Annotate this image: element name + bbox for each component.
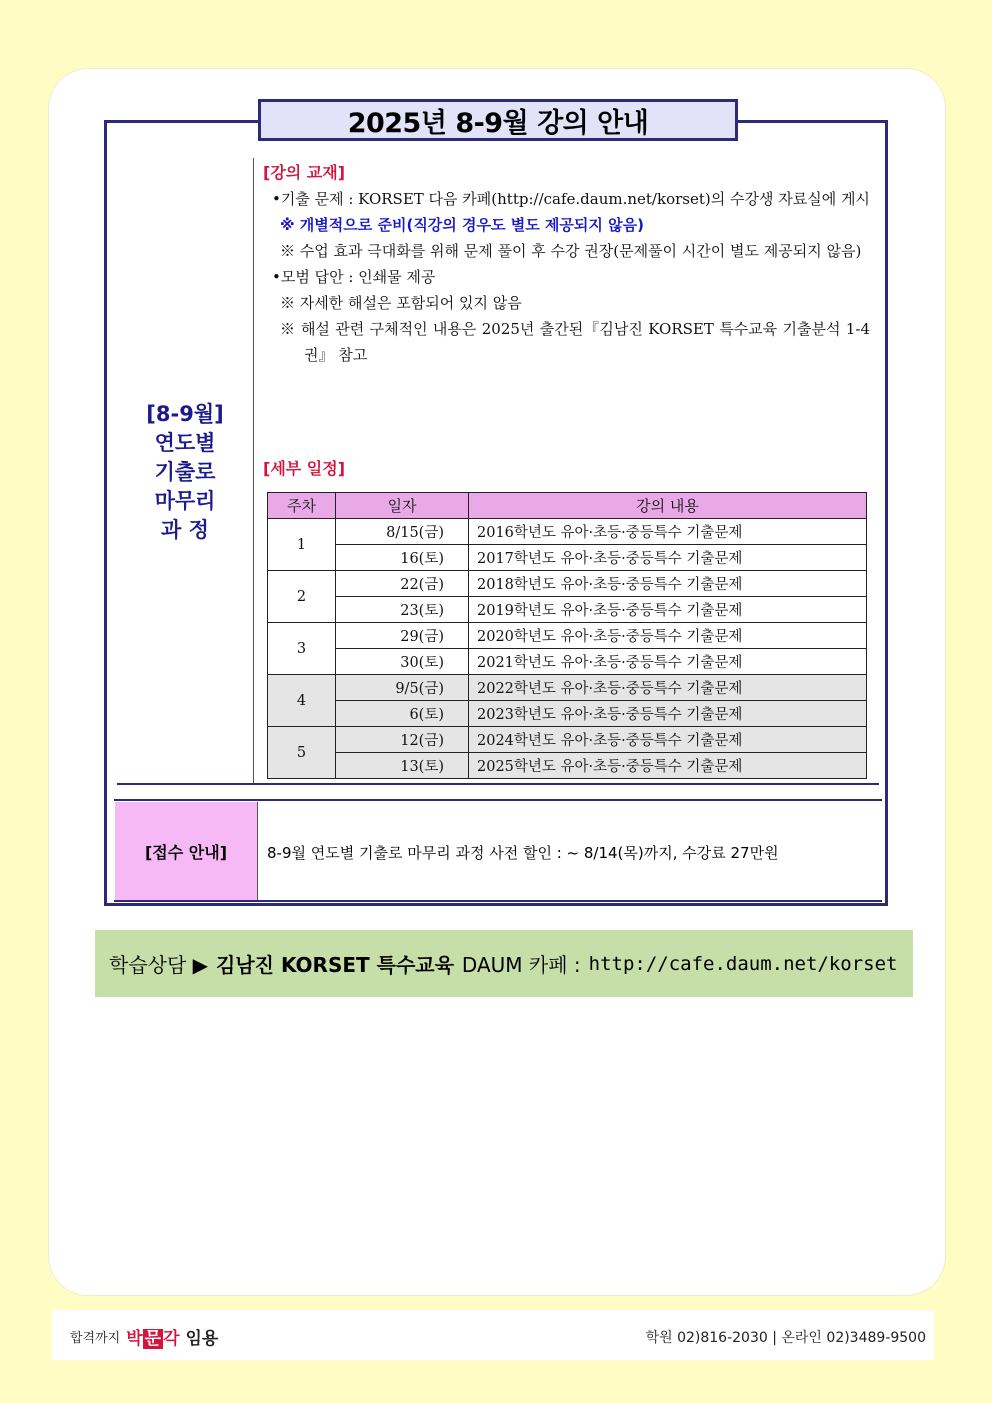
- table-row: [268, 545, 867, 571]
- textbook-note-highlight: ※ 개별적으로 준비(직강의 경우도 별도 제공되지 않음): [280, 216, 644, 234]
- content-cell: 2025학년도 유아·초등·중등특수 기출문제: [469, 753, 867, 779]
- column-header-date: 일자: [336, 493, 469, 519]
- table-row: [268, 701, 867, 727]
- column-divider: [253, 158, 254, 784]
- course-label: [118, 400, 252, 545]
- date-cell: 30(토): [336, 649, 469, 675]
- textbook-note: ※ 해설 관련 구체적인 내용은 2025년 출간된『김남진 KORSET 특수교육 기출분석 1-4권』 참고: [280, 320, 870, 364]
- week-cell: 5: [268, 727, 336, 779]
- logo-tagline: 합격까지: [70, 1331, 121, 1346]
- content-cell: 2022학년도 유아·초등·중등특수 기출문제: [469, 675, 867, 701]
- divider: [114, 799, 882, 801]
- textbook-note: ※ 자세한 해설은 포함되어 있지 않음: [280, 294, 522, 312]
- logo-brand-part: 임용: [185, 1329, 219, 1349]
- course-label-line: [8-9월]: [146, 402, 224, 426]
- table-header-row: [268, 493, 867, 519]
- textbook-line: •모범 답안 : 인쇄물 제공: [272, 268, 436, 286]
- divider: [117, 783, 879, 785]
- cafe-link[interactable]: http://cafe.daum.net/korset: [588, 952, 898, 975]
- course-label-line: 마무리: [154, 489, 216, 513]
- column-header-content: 강의 내용: [469, 493, 867, 519]
- footer: [52, 1310, 934, 1360]
- date-cell: 13(토): [336, 753, 469, 779]
- content-cell: 2018학년도 유아·초등·중등특수 기출문제: [469, 571, 867, 597]
- page-title: 2025년 8-9월 강의 안내: [258, 99, 738, 141]
- consult-middle: DAUM 카페 :: [461, 953, 581, 977]
- content-cell: 2023학년도 유아·초등·중등특수 기출문제: [469, 701, 867, 727]
- date-cell: 12(금): [336, 727, 469, 753]
- divider: [114, 900, 882, 902]
- content-cell: 2020학년도 유아·초등·중등특수 기출문제: [469, 623, 867, 649]
- content-cell: 2021학년도 유아·초등·중등특수 기출문제: [469, 649, 867, 675]
- schedule-heading: [세부 일정]: [263, 459, 346, 478]
- course-label-line: 과 정: [161, 518, 209, 542]
- textbook-content: [268, 186, 870, 368]
- logo-brand: [126, 1324, 218, 1349]
- table-row: [268, 519, 867, 545]
- date-cell: 16(토): [336, 545, 469, 571]
- logo-brand-part: 박: [126, 1329, 143, 1349]
- textbook-note: ※ 수업 효과 극대화를 위해 문제 풀이 후 수강 권장(문제풀이 시간이 별도 제공되지 않음): [280, 242, 862, 260]
- week-cell: 3: [268, 623, 336, 675]
- logo-brand-part: 각: [163, 1329, 180, 1349]
- column-header-week: 주차: [268, 493, 336, 519]
- textbook-heading: [강의 교재]: [263, 163, 346, 182]
- logo-brand-part: 문: [144, 1329, 162, 1349]
- table-row: [268, 597, 867, 623]
- registration-label: [접수 안내]: [115, 802, 258, 900]
- consult-banner: [95, 930, 913, 997]
- content-cell: 2016학년도 유아·초등·중등특수 기출문제: [469, 519, 867, 545]
- date-cell: 8/15(금): [336, 519, 469, 545]
- schedule-table: [267, 492, 867, 779]
- content-cell: 2024학년도 유아·초등·중등특수 기출문제: [469, 727, 867, 753]
- content-cell: 2017학년도 유아·초등·중등특수 기출문제: [469, 545, 867, 571]
- week-cell: 1: [268, 519, 336, 571]
- brand-logo: [70, 1324, 218, 1349]
- consult-name: 김남진 KORSET 특수교육: [216, 953, 454, 977]
- date-cell: 29(금): [336, 623, 469, 649]
- consult-prefix: 학습상담 ▶: [109, 953, 209, 977]
- date-cell: 6(토): [336, 701, 469, 727]
- table-row: [268, 571, 867, 597]
- table-row: [268, 675, 867, 701]
- date-cell: 23(토): [336, 597, 469, 623]
- date-cell: 9/5(금): [336, 675, 469, 701]
- table-row: [268, 753, 867, 779]
- contact-info: 학원 02)816-2030 | 온라인 02)3489-9500: [645, 1330, 926, 1346]
- course-label-line: 기출로: [154, 460, 216, 484]
- registration-text: 8-9월 연도별 기출로 마무리 과정 사전 할인 : ~ 8/14(목)까지, 수강료 27만원: [267, 844, 779, 862]
- date-cell: 22(금): [336, 571, 469, 597]
- table-row: [268, 649, 867, 675]
- week-cell: 2: [268, 571, 336, 623]
- table-row: [268, 727, 867, 753]
- content-cell: 2019학년도 유아·초등·중등특수 기출문제: [469, 597, 867, 623]
- table-row: [268, 623, 867, 649]
- textbook-line: •기출 문제 : KORSET 다음 카페(http://cafe.daum.net/korset)의 수강생 자료실에 게시: [272, 190, 870, 208]
- course-label-line: 연도별: [154, 431, 216, 455]
- week-cell: 4: [268, 675, 336, 727]
